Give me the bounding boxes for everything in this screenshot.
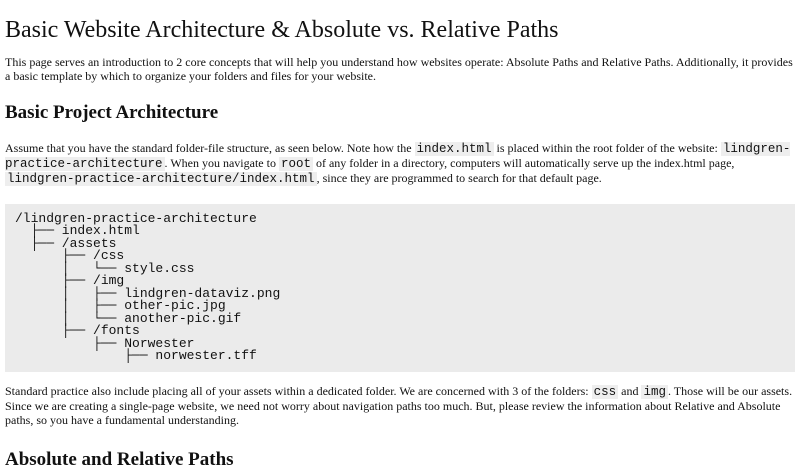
inline-code: root bbox=[280, 157, 311, 171]
text: Assume that you have the standard folder-file structure, as seen below. Note how the bbox=[5, 141, 415, 155]
inline-code: lindgren-practice-architecture/index.html bbox=[7, 172, 315, 186]
inline-code: img bbox=[643, 385, 666, 399]
inline-code: css bbox=[593, 385, 617, 399]
inline-code: lindgren-practice-architecture bbox=[5, 142, 791, 171]
section-heading-architecture: Basic Project Architecture bbox=[5, 102, 219, 123]
section-heading-paths: Absolute and Relative Paths bbox=[5, 449, 234, 470]
text: , since they are programmed to search for that default page. bbox=[316, 171, 602, 185]
intro-paragraph: This page serves an introduction to 2 core concepts that will help you understand how websites operate: Absolute Paths and Relative Paths. Additionally, it provides a basic template by which to organize your folders and files for your website. bbox=[5, 55, 793, 83]
page-title: Basic Website Architecture & Absolute vs. Relative Paths bbox=[5, 17, 559, 43]
text: of any folder in a directory, computers will automatically serve up the index.html page, bbox=[312, 156, 735, 170]
text: is placed within the root folder of the website: bbox=[493, 141, 721, 155]
folder-tree-code-block: /lindgren-practice-architecture ├── index.html ├── /assets ├── /css │ └── style.css ├── /img │ ├── lindgren-dataviz.png │ ├── other-pic.jpg │ └── another-pic.gif ├── /fonts ├── Norwester ├── norwester.tff bbox=[5, 204, 795, 372]
text: and bbox=[618, 384, 642, 398]
architecture-paragraph bbox=[5, 141, 795, 186]
text: . Those will be our assets. Since we are creating a single-page website, we need not worry about navigation paths too much. But, please review the information about Relative and Absolute paths, so you have a fundamental understanding. bbox=[5, 384, 793, 427]
assets-paragraph bbox=[5, 384, 795, 427]
text: . When you navigate to bbox=[164, 156, 279, 170]
text: Standard practice also include placing all of your assets within a dedicated folder. We are concerned with 3 of the folders: bbox=[5, 384, 592, 398]
inline-code: index.html bbox=[416, 142, 492, 156]
